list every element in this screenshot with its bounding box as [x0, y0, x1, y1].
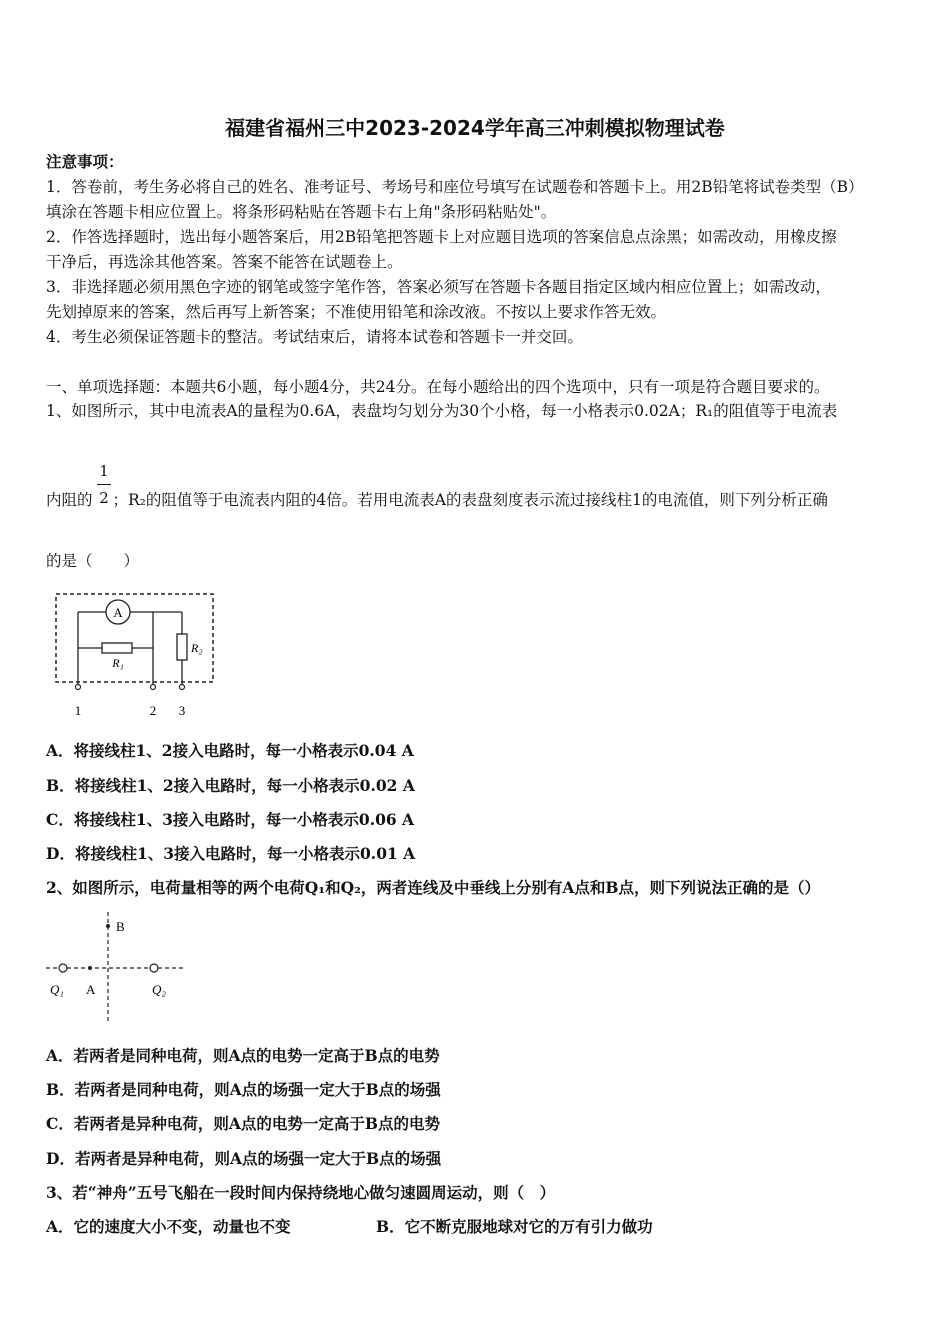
- charge-q1: [59, 964, 67, 972]
- q1-label: Q₁: [50, 982, 64, 997]
- resistor-r2: [177, 634, 187, 660]
- terminal-3: [180, 685, 185, 690]
- terminal-3-label: 3: [178, 703, 186, 718]
- q1-stem-line3: 的是（ ）: [46, 552, 140, 570]
- notice-line: 3．非选择题必须用黑色字迹的钢笔或签字笔作答，答案必须写在答题卡各题目指定区域内相应位置上；如需改动，: [46, 278, 831, 296]
- q1-stem-rest: ；R₂的阻值等于电流表内阻的4倍。若用电流表A的表盘刻度表示流过接线柱1的电流值，则下列分析正确: [112, 491, 828, 509]
- q1-option-d: D．将接线柱1、3接入电路时，每一小格表示0.01 A: [46, 844, 416, 863]
- q1-stem-line2: [46, 490, 828, 510]
- q2-option-a: A．若两者是同种电荷，则A点的电势一定高于B点的电势: [46, 1046, 440, 1065]
- q2-stem: 2、如图所示，电荷量相等的两个电荷Q₁和Q₂，两者连线及中垂线上分别有A点和B点，则下列说法正确的是（）: [46, 878, 820, 897]
- q1-prefix: 内阻的: [46, 491, 93, 509]
- point-b: [106, 924, 110, 928]
- dashed-box: [56, 594, 213, 682]
- page-title: 福建省福州三中2023-2024学年高三冲刺模拟物理试卷: [225, 116, 725, 140]
- q1-stem-line1: 1、如图所示，其中电流表A的量程为0.6A，表盘均匀划分为30个小格，每一小格表示0.02A；R₁的阻值等于电流表: [46, 402, 838, 420]
- point-a-label: A: [86, 982, 96, 997]
- charges-diagram: [44, 908, 189, 1028]
- fraction-numerator: 1: [99, 462, 109, 480]
- q1-option-b: B．将接线柱1、2接入电路时，每一小格表示0.02 A: [46, 776, 415, 795]
- terminal-1-label: 1: [74, 703, 82, 718]
- notice-line: 填涂在答题卡相应位置上。将条形码粘贴在答题卡右上角"条形码粘贴处"。: [46, 203, 557, 221]
- terminal-2-label: 2: [149, 703, 157, 718]
- section-heading: 一、单项选择题：本题共6小题，每小题4分，共24分。在每小题给出的四个选项中，只有一项是符合题目要求的。: [46, 378, 830, 396]
- q2-option-c: C．若两者是异种电荷，则A点的电势一定高于B点的电势: [46, 1114, 440, 1133]
- q3-stem: 3、若“神舟”五号飞船在一段时间内保持绕地心做匀速圆周运动，则（ ）: [46, 1183, 556, 1202]
- resistor-r1: [102, 643, 132, 653]
- ammeter-label: A: [113, 605, 123, 620]
- terminal-1: [76, 685, 81, 690]
- r1-label: R₁: [112, 656, 124, 670]
- circuit-diagram: [48, 590, 223, 720]
- notice-line: 1．答卷前，考生务必将自己的姓名、准考证号、考场号和座位号填写在试题卷和答题卡上。用2B铅笔将试卷类型（B）: [46, 178, 864, 196]
- point-b-label: B: [116, 919, 125, 934]
- notice-line: 先划掉原来的答案，然后再写上新答案；不准使用铅笔和涂改液。不按以上要求作答无效。: [46, 303, 667, 321]
- fraction-one-half: [97, 462, 111, 507]
- notice-line: 4．考生必须保证答题卡的整洁。考试结束后，请将本试卷和答题卡一并交回。: [46, 328, 583, 346]
- point-a: [88, 966, 92, 970]
- q2-option-d: D．若两者是异种电荷，则A点的场强一定大于B点的场强: [46, 1149, 442, 1168]
- q2-label: Q₂: [152, 982, 166, 997]
- terminal-2: [151, 685, 156, 690]
- notice-heading: 注意事项：: [46, 152, 124, 171]
- q2-option-b: B．若两者是同种电荷，则A点的场强一定大于B点的场强: [46, 1080, 441, 1099]
- q1-option-c: C．将接线柱1、3接入电路时，每一小格表示0.06 A: [46, 810, 415, 829]
- q3-option-b: B．它不断克服地球对它的万有引力做功: [376, 1217, 653, 1236]
- r2-label: R₂: [191, 641, 203, 655]
- q1-option-a: A．将接线柱1、2接入电路时，每一小格表示0.04 A: [46, 741, 414, 760]
- fraction-bar: [97, 484, 111, 485]
- q3-option-a: A．它的速度大小不变，动量也不变: [46, 1217, 291, 1236]
- notice-line: 2．作答选择题时，选出每小题答案后，用2B铅笔把答题卡上对应题目选项的答案信息点涂黑；如需改动，用橡皮擦: [46, 228, 837, 246]
- notice-line: 干净后，再选涂其他答案。答案不能答在试题卷上。: [46, 253, 403, 271]
- charge-q2: [150, 964, 158, 972]
- fraction-denominator: 2: [99, 489, 109, 507]
